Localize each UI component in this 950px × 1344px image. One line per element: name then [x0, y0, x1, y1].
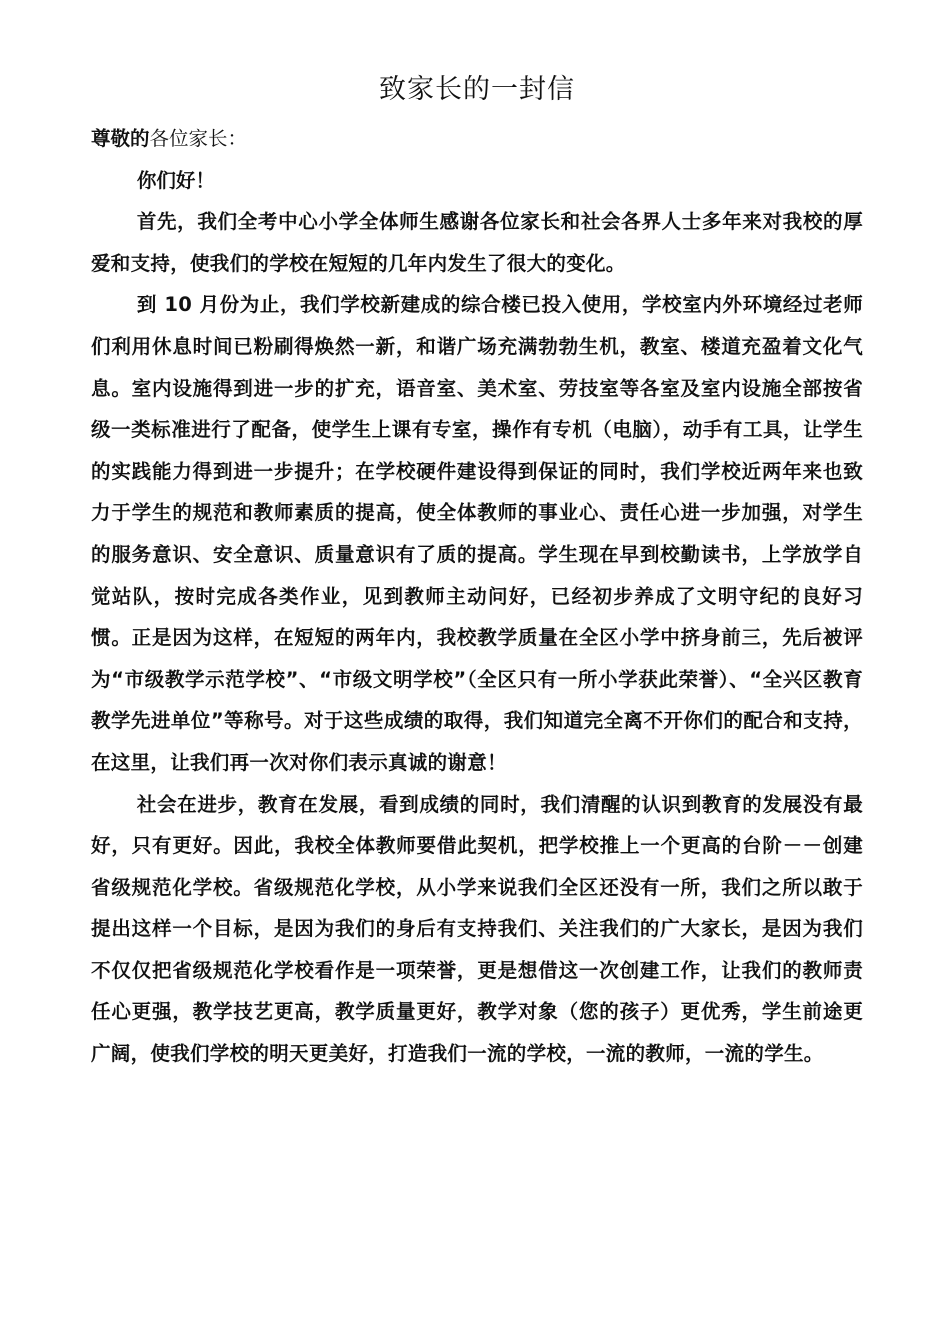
paragraph-achievements: 到 10 月份为止，我们学校新建成的综合楼已投入使用，学校室内外环境经过老师们利用休息时间已粉刷得焕然一新，和谐广场充满勃勃生机，教室、楼道充盈着文化气息。室内设施得到进一步的扩充，语音室、美术室、劳技室等各室及室内设施全部按省级一类标准进行了配备，使学生上课有专室，操作有专机（电脑），动手有工具，让学生的实践能力得到进一步提升；在学校硬件建设得到保证的同时，我们学校近两年来也致力于学生的规范和教师素质的提高，使全体教师的事业心、责任心进一步加强，对学生的服务意识、安全意识、质量意识有了质的提高。学生现在早到校勤读书，上学放学自觉站队，按时完成各类作业，见到教师主动问好，已经初步养成了文明守纪的良好习惯。正是因为这样，在短短的两年内，我校教学质量在全区小学中挤身前三，先后被评为“市级教学示范学校”、“市级文明学校”（全区只有一所小学获此荣誉）、“全兴区教育教学先进单位”等称号。对于这些成绩的取得，我们知道完全离不开你们的配合和支持，在这里，让我们再一次对你们表示真诚的谢意！ — [91, 293, 863, 774]
letter-page — [91, 70, 863, 1075]
greeting-line: 你们好！ — [136, 168, 215, 192]
paragraph-goals: 社会在进步，教育在发展，看到成绩的同时，我们清醒的认识到教育的发展没有最好，只有更好。因此，我校全体教师要借此契机，把学校推上一个更高的台阶－－创建省级规范化学校。省级规范化学校，从小学来说我们全区还没有一所，我们之所以敢于提出这样一个目标，是因为我们的身后有支持我们、关注我们的广大家长，是因为我们不仅仅把省级规范化学校看作是一项荣誉，更是想借这一次创建工作，让我们的教师责任心更强，教学技艺更高，教学质量更好，教学对象（您的孩子）更优秀，学生前途更广阔，使我们学校的明天更美好，打造我们一流的学校，一流的教师，一流的学生。 — [91, 792, 863, 1066]
paragraph-thanks: 首先，我们全考中心小学全体师生感谢各位家长和社会各界人士多年来对我校的厚爱和支持，使我们的学校在短短的几年内发生了很大的变化。 — [91, 210, 863, 275]
salutation-rest: 各位家长： — [149, 127, 248, 150]
salutation-bold: 尊敬的 — [91, 127, 150, 150]
letter-title: 致家长的一封信 — [379, 74, 575, 105]
salutation — [91, 118, 863, 160]
